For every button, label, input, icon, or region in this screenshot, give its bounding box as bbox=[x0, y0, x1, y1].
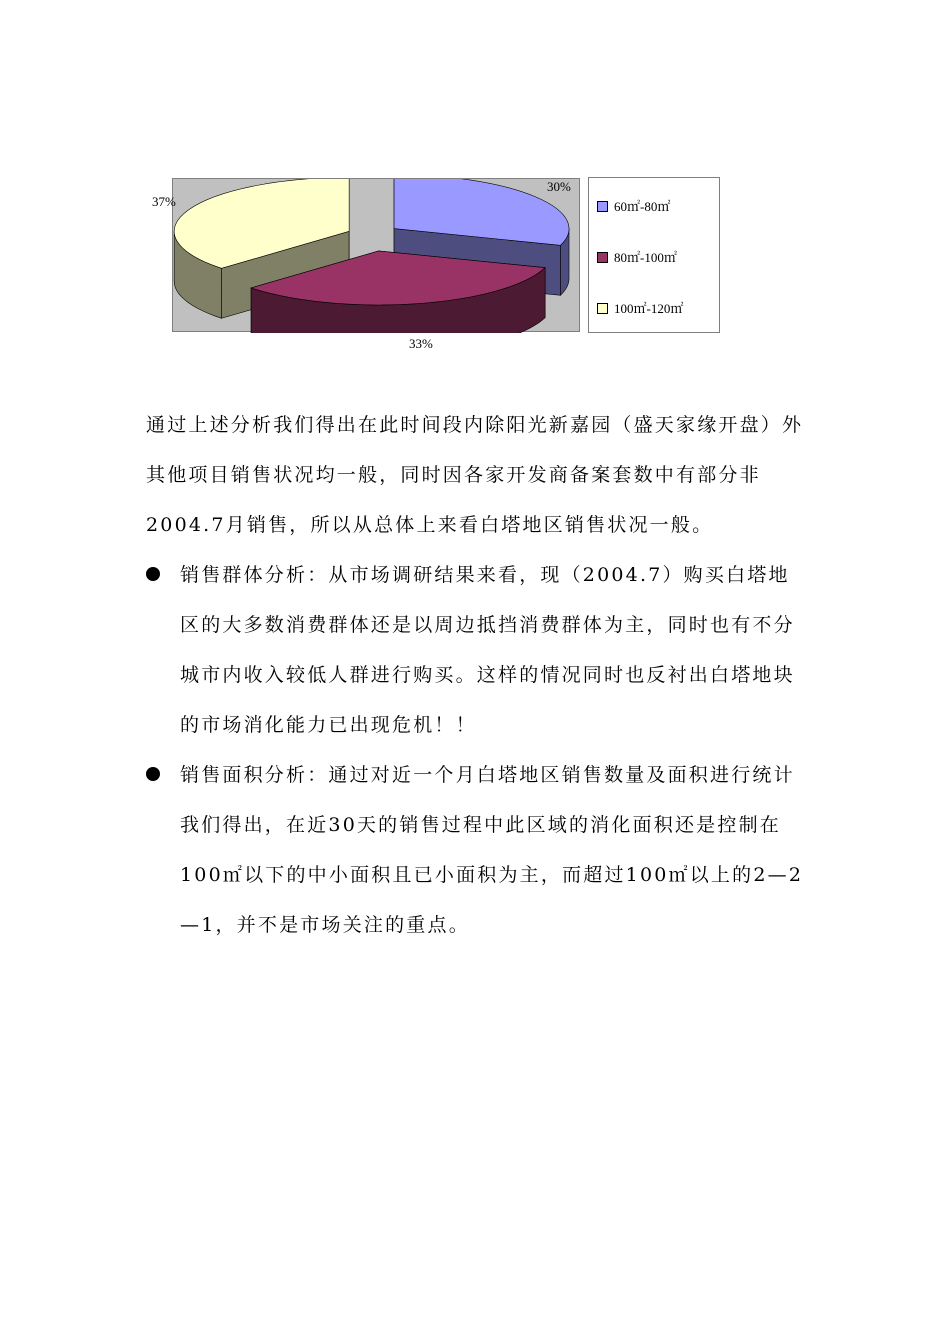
pie-chart-plot-area bbox=[152, 178, 580, 332]
bullet-item bbox=[146, 550, 806, 750]
bullet-icon bbox=[146, 767, 160, 781]
legend-item-100-120 bbox=[597, 298, 683, 317]
bullet-icon bbox=[146, 567, 160, 581]
legend-label: 60㎡-80㎡ bbox=[614, 199, 671, 214]
legend-swatch bbox=[597, 303, 608, 314]
pie-chart bbox=[173, 179, 581, 333]
analysis-paragraph: 通过上述分析我们得出在此时间段内除阳光新嘉园（盛天家缘开盘）外其他项目销售状况均一般，同时因各家开发商备案套数中有部分非2004.7月销售，所以从总体上来看白塔地区销售状况一般。 bbox=[146, 414, 804, 536]
bullet-item bbox=[146, 750, 806, 950]
pie-label-30: 30% bbox=[547, 179, 571, 194]
legend-item-80-100 bbox=[597, 247, 677, 266]
chart-legend bbox=[588, 177, 720, 333]
pie-label-37: 37% bbox=[152, 194, 176, 209]
bullet-text: 销售群体分析：从市场调研结果来看，现（2004.7）购买白塔地区的大多数消费群体还是以周边抵挡消费群体为主，同时也有不分城市内收入较低人群进行购买。这样的情况同时也反衬出白塔地块的市场消化能力已出现危机！！ bbox=[180, 564, 795, 736]
pie-label-33: 33% bbox=[409, 336, 433, 351]
legend-item-60-80 bbox=[597, 196, 670, 215]
legend-swatch bbox=[597, 201, 608, 212]
bullet-text: 销售面积分析：通过对近一个月白塔地区销售数量及面积进行统计我们得出，在近30天的销售过程中此区域的消化面积还是控制在100㎡以下的中小面积且已小面积为主，而超过100㎡以上的2—2—1，并不是市场关注的重点。 bbox=[180, 764, 804, 936]
legend-label: 100㎡-120㎡ bbox=[614, 301, 684, 316]
legend-label: 80㎡-100㎡ bbox=[614, 250, 677, 265]
legend-swatch bbox=[597, 252, 608, 263]
